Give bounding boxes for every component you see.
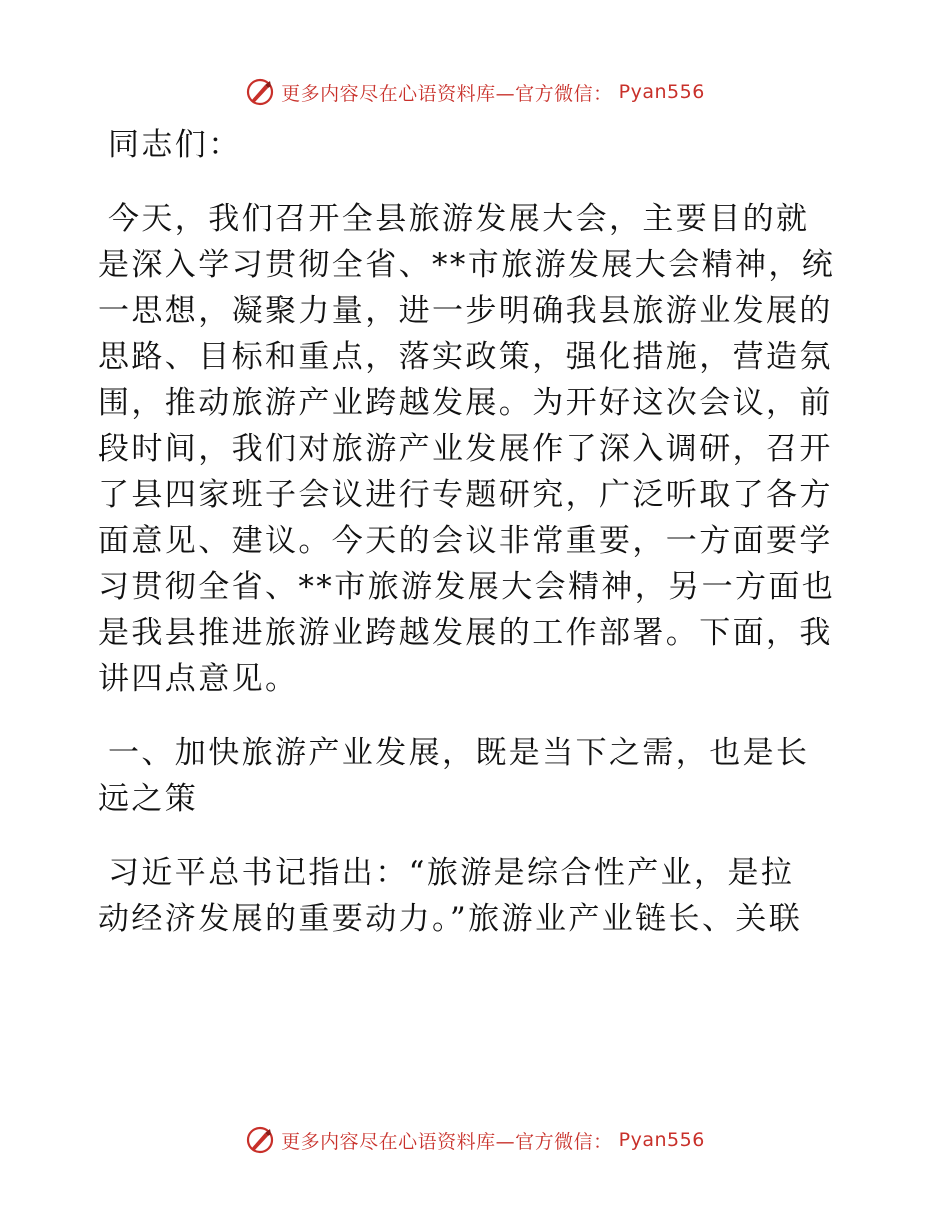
paragraph-line: 了县四家班子会议进行专题研究，广泛听取了各方 (98, 477, 833, 513)
paragraph-line: 习贯彻全省、**市旅游发展大会精神，另一方面也 (98, 569, 836, 605)
paragraph-line: 今天，我们召开全县旅游发展大会，主要目的就 (108, 201, 810, 237)
heading-line: 一、加快旅游产业发展，既是当下之需，也是长 (108, 735, 810, 771)
document-body (98, 122, 850, 942)
watermark-handle: Pyan556 (618, 81, 705, 103)
salutation: 同志们： (108, 127, 242, 163)
watermark-text: 更多内容尽在心语资料库—官方微信： (281, 82, 613, 105)
quill-pen-circle-icon (245, 77, 275, 107)
paragraph-intro (98, 196, 850, 702)
paragraph-line: 是深入学习贯彻全省、**市旅游发展大会精神，统 (98, 247, 836, 283)
watermark-footer (0, 1120, 950, 1160)
paragraph-line: 思路、目标和重点，落实政策，强化措施，营造氛 (98, 339, 833, 375)
watermark-header (0, 72, 950, 112)
quill-pen-circle-icon (245, 1125, 275, 1155)
paragraph-line: 一思想，凝聚力量，进一步明确我县旅游业发展的 (98, 293, 833, 329)
paragraph-line: 面意见、建议。今天的会议非常重要，一方面要学 (98, 523, 833, 559)
paragraph-line: 讲四点意见。 (98, 661, 299, 697)
paragraph-line: 围，推动旅游产业跨越发展。为开好这次会议，前 (98, 385, 833, 421)
watermark-handle: Pyan556 (618, 1129, 705, 1151)
section-heading-1 (98, 730, 850, 822)
heading-line: 远之策 (98, 781, 199, 817)
watermark-text: 更多内容尽在心语资料库—官方微信： (281, 1130, 613, 1153)
paragraph-line: 习近平总书记指出：“旅游是综合性产业，是拉 (108, 855, 795, 891)
paragraph-line: 动经济发展的重要动力。”旅游业产业链长、关联 (98, 901, 803, 937)
paragraph-quote (98, 850, 850, 942)
paragraph-line: 段时间，我们对旅游产业发展作了深入调研，召开 (98, 431, 833, 467)
paragraph-line: 是我县推进旅游业跨越发展的工作部署。下面，我 (98, 615, 833, 651)
